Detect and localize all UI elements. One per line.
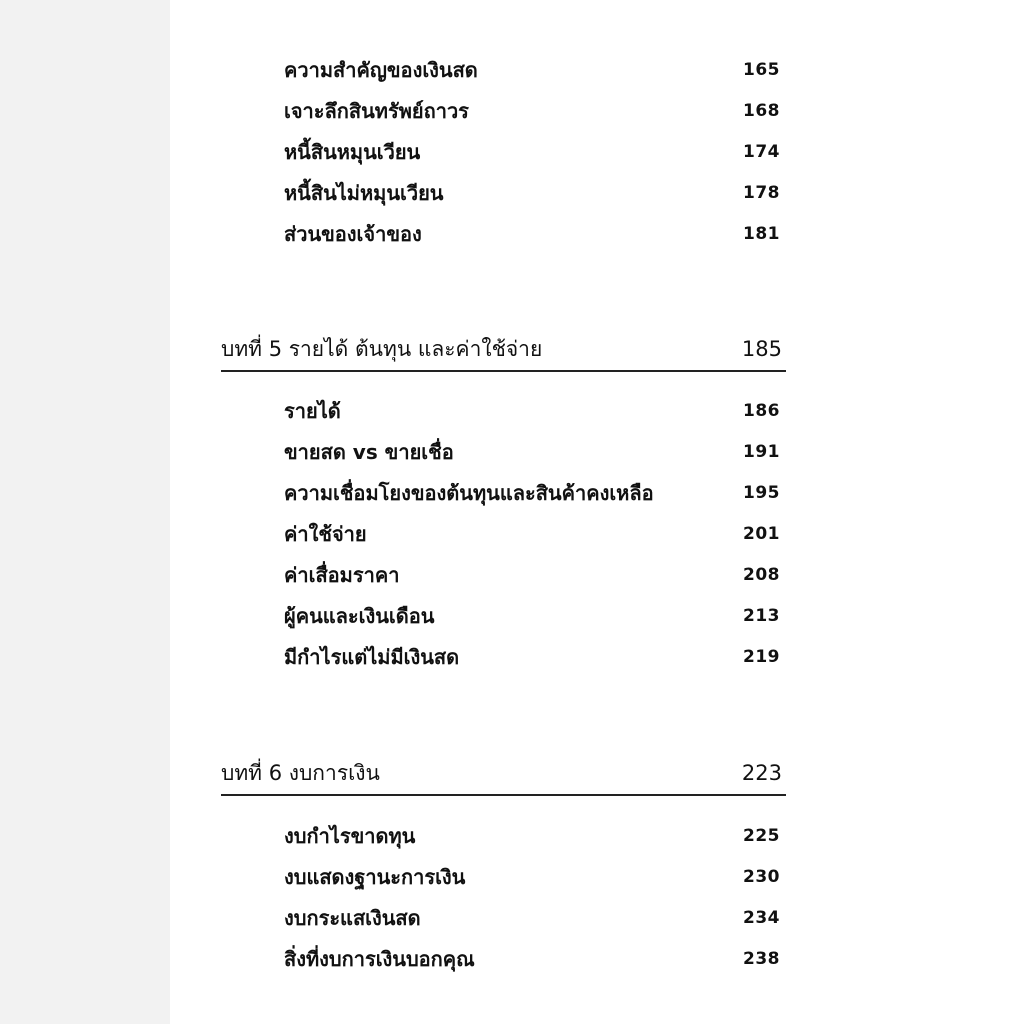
toc-entry [284,178,780,208]
toc-entry-page: 213 [743,606,780,626]
toc-entry [284,96,780,126]
chapter-title: บทที่ 6 งบการเงิน [221,761,380,785]
toc-entry [284,55,780,85]
toc-entry-page: 238 [743,949,780,969]
toc-entry-page: 174 [743,142,780,162]
toc-entry-title: ขายสด vs ขายเชื่อ [284,440,454,464]
toc-entry-page: 201 [743,524,780,544]
toc-entry [284,821,780,851]
toc-entry-page: 208 [743,565,780,585]
toc-entry-page: 168 [743,101,780,121]
toc-entry [284,642,780,672]
toc-entry-title: งบกระแสเงินสด [284,906,421,930]
toc-entry [284,396,780,426]
toc-entry [284,862,780,892]
toc-entry-title: เจาะลึกสินทรัพย์ถาวร [284,99,469,123]
toc-entry-title: ความสำคัญของเงินสด [284,58,478,82]
toc-entry-title: ค่าใช้จ่าย [284,522,367,546]
toc-entry-page: 230 [743,867,780,887]
toc-entry-page: 165 [743,60,780,80]
toc-entry [284,560,780,590]
toc-entry [284,437,780,467]
toc-entry-page: 195 [743,483,780,503]
toc-entry [284,478,780,508]
toc-entry-title: ความเชื่อมโยงของต้นทุนและสินค้าคงเหลือ [284,481,654,505]
toc-entry-page: 186 [743,401,780,421]
toc-entry-title: สิ่งที่งบการเงินบอกคุณ [284,947,475,971]
toc-entry-page: 234 [743,908,780,928]
toc-entry [284,944,780,974]
toc-entry-title: มีกำไรแต่ไม่มีเงินสด [284,645,460,669]
toc-entry [284,219,780,249]
chapter-heading [221,758,786,796]
toc-entry-title: รายได้ [284,399,341,423]
toc-entry-title: ส่วนของเจ้าของ [284,222,422,246]
toc-entry [284,903,780,933]
chapter-heading [221,334,786,372]
toc-entry-page: 225 [743,826,780,846]
toc-entry [284,519,780,549]
toc-entry-title: งบแสดงฐานะการเงิน [284,865,466,889]
toc-entry-title: หนี้สินไม่หมุนเวียน [284,181,444,205]
toc-entry-page: 219 [743,647,780,667]
toc-entry-title: หนี้สินหมุนเวียน [284,140,421,164]
chapter-page: 223 [741,761,782,785]
toc-entry-title: งบกำไรขาดทุน [284,824,416,848]
toc-entry-page: 191 [743,442,780,462]
toc-entry-title: ค่าเสื่อมราคา [284,563,400,587]
toc-entry-page: 178 [743,183,780,203]
chapter-page: 185 [741,337,782,361]
chapter-title: บทที่ 5 รายได้ ต้นทุน และค่าใช้จ่าย [221,337,543,361]
toc-entry-page: 181 [743,224,780,244]
toc-entry-title: ผู้คนและเงินเดือน [284,604,435,628]
toc-entry [284,601,780,631]
toc-entry [284,137,780,167]
